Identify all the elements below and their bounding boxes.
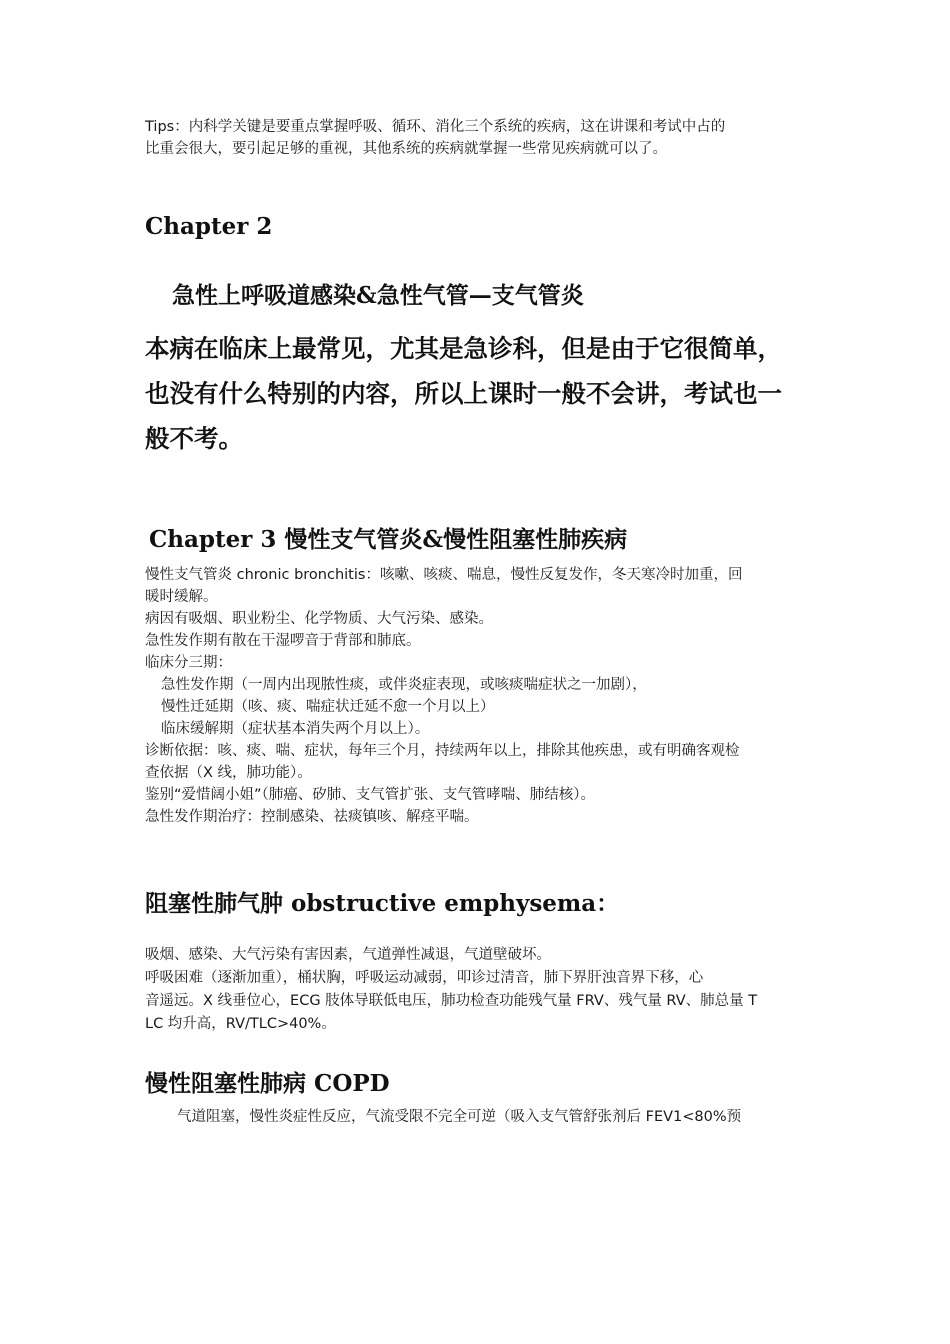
emphysema-body — [145, 944, 757, 1036]
chapter-2-body — [145, 326, 782, 461]
tips-line: Tips：内科学关键是要重点掌握呼吸、循环、消化三个系统的疾病，这在讲课和考试中占的 — [145, 119, 726, 135]
body-line: 鉴别“爱惜阔小姐”（肺癌、矽肺、支气管扩张、支气管哮喘、肺结核）。 — [145, 787, 596, 803]
tips-paragraph — [145, 116, 725, 160]
body-line: 也没有什么特别的内容，所以上课时一般不会讲，考试也一 — [145, 379, 782, 408]
tips-line: 比重会很大，要引起足够的重视，其他系统的疾病就掌握一些常见疾病就可以了。 — [145, 141, 667, 157]
copd-body-line: 气道阻塞，慢性炎症性反应，气流受限不完全可逆（吸入支气管舒张剂后 FEV1<80%预 — [177, 1109, 742, 1125]
body-line: 查依据（X 线，肺功能）。 — [145, 765, 312, 781]
chapter-3-heading: Chapter 3 慢性支气管炎&慢性阻塞性肺疾病 — [149, 526, 628, 553]
body-line: 般不考。 — [145, 424, 243, 453]
body-line: 病因有吸烟、职业粉尘、化学物质、大气污染、感染。 — [145, 611, 493, 627]
body-line: 临床分三期： — [145, 655, 232, 671]
body-line: 暖时缓解。 — [145, 589, 218, 605]
chapter-3-body — [145, 564, 742, 828]
stage-line: 慢性迁延期（咳、痰、喘症状迁延不愈一个月以上） — [161, 699, 495, 715]
body-line: 吸烟、感染、大气污染有害因素，气道弹性减退，气道壁破坏。 — [145, 947, 551, 963]
body-line: 急性发作期治疗：控制感染、祛痰镇咳、解痉平喘。 — [145, 809, 479, 825]
body-line: 诊断依据：咳、痰、喘、症状，每年三个月，持续两年以上，排除其他疾患，或有明确客观检 — [145, 743, 740, 759]
chapter-2-subheading: 急性上呼吸道感染&急性气管—支气管炎 — [172, 282, 584, 309]
stage-line: 急性发作期（一周内出现脓性痰，或伴炎症表现，或咳痰喘症状之一加剧）， — [161, 677, 647, 693]
copd-heading: 慢性阻塞性肺病 COPD — [145, 1070, 390, 1097]
chapter-2-heading: Chapter 2 — [145, 213, 273, 240]
body-line: LC 均升高，RV/TLC>40%。 — [145, 1016, 336, 1032]
emphysema-heading: 阻塞性肺气肿 obstructive emphysema： — [145, 890, 620, 917]
body-line: 呼吸困难（逐渐加重），桶状胸，呼吸运动减弱，叩诊过清音，肺下界肝浊音界下移，心 — [145, 970, 704, 986]
stage-line: 临床缓解期（症状基本消失两个月以上）。 — [161, 721, 430, 737]
body-line: 急性发作期有散在干湿啰音于背部和肺底。 — [145, 633, 421, 649]
body-line: 慢性支气管炎 chronic bronchitis：咳嗽、咳痰、喘息，慢性反复发作，冬天寒冷时加重，回 — [145, 567, 743, 583]
body-line: 本病在临床上最常见，尤其是急诊科，但是由于它很简单， — [145, 334, 782, 363]
body-line: 音遥远。X 线垂位心，ECG 肢体导联低电压，肺功检查功能残气量 FRV、残气量 RV、肺总量 T — [145, 993, 758, 1009]
